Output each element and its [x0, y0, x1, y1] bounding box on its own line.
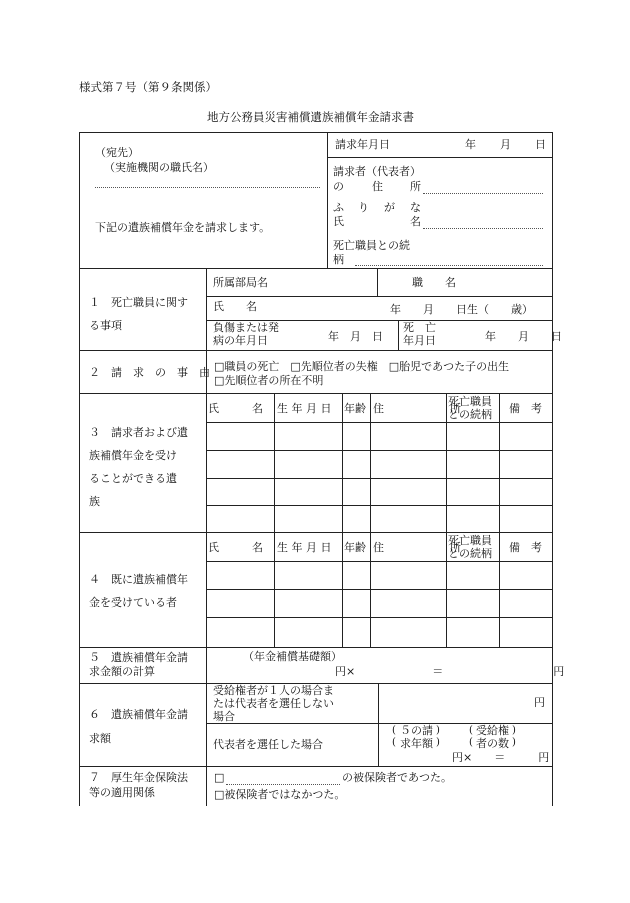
row-divider	[79, 350, 553, 351]
claim-date-label: 請求年月日	[335, 138, 390, 151]
bracket-right: )	[512, 737, 516, 748]
reason-option-unknown[interactable]: □先順位者の所在不明	[214, 374, 324, 387]
col-header-relation-cont: との続柄	[448, 408, 492, 421]
section3-label: ３ 請求者および遺	[89, 426, 188, 439]
table-left-border	[79, 132, 80, 806]
address-label-ju: 住	[372, 180, 383, 193]
col-header-name: 氏 名	[208, 541, 263, 554]
single-claimant-label-cont: 場合	[213, 710, 235, 723]
deceased-name-label: 氏 名	[213, 300, 257, 313]
death-date-label-cont: 年月日	[403, 334, 436, 347]
name-label-mei: 名	[410, 215, 421, 228]
col-header-name: 氏 名	[208, 402, 263, 415]
cell-divider	[398, 320, 399, 350]
request-statement: 下記の遺族補償年金を請求します。	[95, 221, 271, 234]
furigana-char: な	[410, 201, 421, 214]
agency-label: （実施機関の職氏名）	[104, 161, 214, 174]
section6-label: ６ 遺族補償年金請	[89, 708, 188, 721]
name-label-shi: 氏	[333, 215, 344, 228]
furigana-char: が	[384, 201, 395, 214]
col-header-relation: 死亡職員	[448, 534, 492, 547]
form-title: 地方公務員災害補償遺族補償年金請求書	[207, 110, 414, 124]
form-number: 様式第７号（第９条関係）	[79, 80, 217, 94]
single-claimant-label: 受給権者が１人の場合ま	[213, 684, 334, 697]
col-header-age: 年齢	[344, 541, 366, 554]
death-date-units: 年 月 日	[485, 330, 562, 343]
dept-label: 所属部局名	[213, 276, 268, 289]
row-divider	[206, 296, 552, 297]
injury-date-label-cont: 病の年月日	[213, 334, 268, 347]
address-input-line[interactable]	[423, 193, 543, 194]
name-input-line[interactable]	[423, 228, 543, 229]
death-date-label: 死 亡	[403, 321, 436, 334]
section1-label-cont: る事項	[89, 319, 122, 332]
annual-claim-label: ５の請	[400, 724, 433, 737]
col-divider	[274, 393, 275, 647]
annual-claim-label-cont: 求年額	[400, 737, 433, 750]
claim-year-unit: 年	[465, 138, 476, 151]
col-header-remarks: 備 考	[509, 402, 542, 415]
relation-label: 死亡職員との続	[333, 239, 410, 252]
section2-label: ２ 請 求 の 事 由	[89, 366, 210, 379]
furigana-char: ふ	[333, 201, 344, 214]
relation-label-cont: 柄	[333, 253, 344, 266]
claimant-label: 請求者（代表者）	[333, 165, 421, 178]
bracket-left: (	[392, 737, 396, 748]
bracket-left: (	[469, 725, 473, 736]
single-claimant-label-cont: たは代表者を選任しない	[213, 697, 334, 710]
col-header-address: 住 所	[373, 541, 461, 554]
furigana-char: り	[358, 201, 369, 214]
section3-label-cont: ることができる遺	[89, 472, 177, 485]
not-insured-option[interactable]: □被保険者ではなかつた。	[214, 788, 346, 801]
bracket-right: )	[436, 725, 440, 736]
col-header-birth: 生 年 月 日	[277, 402, 332, 415]
bracket-right: )	[512, 725, 516, 736]
section5-label-cont: 求金額の計算	[89, 665, 155, 678]
claim-day-unit: 日	[535, 138, 546, 151]
position-label: 職 名	[412, 276, 456, 289]
col-divider	[342, 393, 343, 647]
section1-label: １ 死亡職員に関す	[89, 296, 188, 309]
col-header-birth: 生 年 月 日	[277, 541, 332, 554]
col-header-relation: 死亡職員	[448, 395, 492, 408]
col-divider	[446, 393, 447, 647]
col-divider	[370, 393, 371, 647]
claim-month-unit: 月	[500, 138, 511, 151]
table-row	[206, 617, 552, 618]
address-label-sho: 所	[410, 180, 421, 193]
section3-label-cont: 族	[89, 495, 100, 508]
table-row	[206, 561, 552, 562]
section4-label: ４ 既に遺族補償年	[89, 573, 188, 586]
insurance-name-input-line[interactable]	[226, 784, 340, 785]
row-divider	[327, 157, 552, 158]
bracket-left: (	[392, 725, 396, 736]
address-label-no: の	[333, 180, 344, 193]
cell-divider	[377, 268, 378, 296]
label-column-divider	[206, 268, 207, 806]
table-top-border	[79, 132, 553, 133]
col-header-address: 住 所	[373, 402, 461, 415]
section6-label-cont: 求額	[89, 732, 111, 745]
row-divider	[79, 766, 553, 767]
rep-formula: 円× ＝ 円	[452, 751, 550, 764]
insured-option-label: の被保険者であつた。	[342, 771, 452, 784]
table-row	[206, 422, 552, 423]
calc-formula: 円× ＝ 円	[335, 665, 565, 678]
row-divider	[79, 532, 553, 533]
col-header-age: 年齢	[344, 402, 366, 415]
row-divider	[79, 268, 553, 269]
cell-divider	[378, 683, 379, 766]
row-divider	[79, 647, 553, 648]
header-column-divider	[327, 132, 328, 268]
agency-input-line[interactable]	[95, 187, 320, 188]
col-header-remarks: 備 考	[509, 541, 542, 554]
section3-label-cont: 族補償年金を受け	[89, 449, 177, 462]
section5-label: ５ 遺族補償年金請	[89, 651, 188, 664]
yen-unit: 円	[534, 696, 545, 709]
beneficiary-count-label: 受給権	[476, 724, 509, 737]
injury-date-label: 負傷または発	[213, 321, 279, 334]
table-row	[206, 589, 552, 590]
table-row	[206, 505, 552, 506]
table-right-border	[552, 132, 553, 806]
addressee-label: （宛先）	[95, 146, 139, 159]
birth-date-label: 年 月 日生（ 歳）	[390, 303, 533, 316]
section4-label-cont: 金を受けている者	[89, 596, 177, 609]
section7-label: ７ 厚生年金保険法	[89, 771, 188, 784]
col-header-relation-cont: との続柄	[448, 547, 492, 560]
insured-checkbox[interactable]: □	[214, 771, 225, 784]
injury-date-units: 年 月 日	[328, 330, 383, 343]
bracket-right: )	[436, 737, 440, 748]
col-divider	[499, 393, 500, 647]
table-row	[206, 478, 552, 479]
reason-options[interactable]: □職員の死亡 □先順位者の失権 □胎児であつた子の出生	[214, 360, 510, 373]
relation-input-line[interactable]	[355, 265, 543, 266]
table-row	[206, 450, 552, 451]
base-amount-label: （年金補償基礎額）	[243, 650, 342, 663]
rep-selected-label: 代表者を選任した場合	[213, 738, 323, 751]
beneficiary-count-label-cont: 者の数	[476, 737, 509, 750]
bracket-left: (	[469, 737, 473, 748]
section7-label-cont: 等の適用関係	[89, 786, 155, 799]
row-divider	[79, 393, 553, 394]
